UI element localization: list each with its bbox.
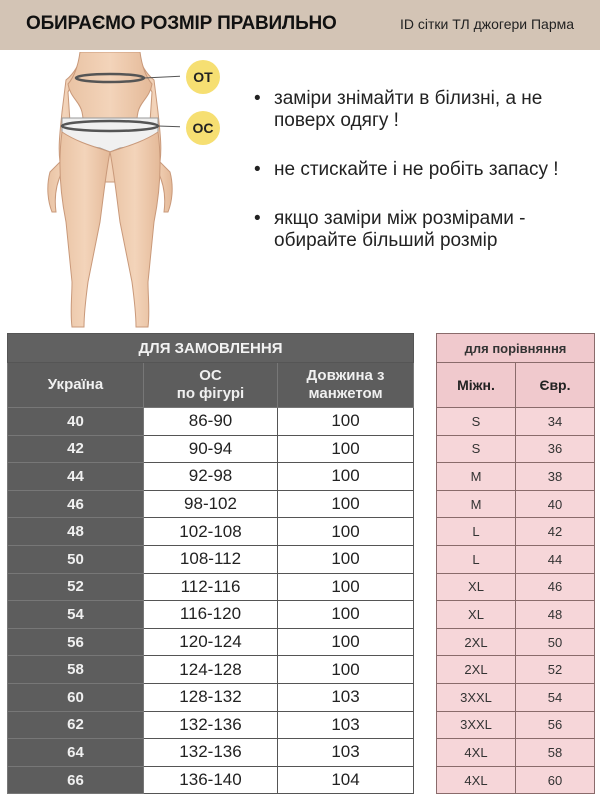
intl-size-cell: S xyxy=(437,408,516,436)
table-row xyxy=(8,435,414,463)
table-row xyxy=(437,683,595,711)
ukraine-size-cell: 50 xyxy=(8,545,144,573)
table-row xyxy=(8,656,414,684)
ukraine-size-cell: 52 xyxy=(8,573,144,601)
intl-size-cell: M xyxy=(437,490,516,518)
intl-size-cell: 3XXL xyxy=(437,683,516,711)
intl-size-cell: XL xyxy=(437,601,516,629)
ukraine-size-cell: 44 xyxy=(8,463,144,491)
intl-size-cell: 3XXL xyxy=(437,711,516,739)
intl-size-cell: L xyxy=(437,545,516,573)
length-cell: 100 xyxy=(278,601,414,629)
ukraine-size-cell: 60 xyxy=(8,683,144,711)
ukraine-size-cell: 58 xyxy=(8,656,144,684)
intl-size-cell: XL xyxy=(437,573,516,601)
table-row xyxy=(8,408,414,436)
tip-item: • заміри знімайти в білизні, а не поверх одягу ! xyxy=(254,88,574,132)
length-cell: 100 xyxy=(278,545,414,573)
intl-size-cell: 2XL xyxy=(437,628,516,656)
hips-badge: ОС xyxy=(186,111,220,145)
eu-size-cell: 54 xyxy=(516,683,595,711)
eu-size-cell: 58 xyxy=(516,739,595,767)
table-row xyxy=(8,766,414,794)
hips-cell: 120-124 xyxy=(144,628,278,656)
ukraine-size-cell: 54 xyxy=(8,601,144,629)
ukraine-size-cell: 66 xyxy=(8,766,144,794)
eu-size-cell: 36 xyxy=(516,435,595,463)
table-row xyxy=(437,711,595,739)
length-cell: 100 xyxy=(278,490,414,518)
hips-cell: 98-102 xyxy=(144,490,278,518)
hips-cell: 112-116 xyxy=(144,573,278,601)
waist-badge: ОТ xyxy=(186,60,220,94)
length-cell: 100 xyxy=(278,628,414,656)
table-row xyxy=(437,573,595,601)
intl-size-cell: 2XL xyxy=(437,656,516,684)
length-cell: 100 xyxy=(278,656,414,684)
hips-cell: 136-140 xyxy=(144,766,278,794)
page-title: ОБИРАЄМО РОЗМІР ПРАВИЛЬНО xyxy=(26,13,337,34)
order-header-ukraine: Україна xyxy=(8,363,144,408)
table-row xyxy=(437,545,595,573)
length-cell: 103 xyxy=(278,711,414,739)
eu-size-cell: 38 xyxy=(516,463,595,491)
table-row xyxy=(437,490,595,518)
ukraine-size-cell: 42 xyxy=(8,435,144,463)
table-row xyxy=(437,435,595,463)
order-header-length: Довжина з манжетом xyxy=(278,363,414,408)
length-cell: 103 xyxy=(278,683,414,711)
measurement-tips xyxy=(254,88,574,252)
eu-size-cell: 44 xyxy=(516,545,595,573)
intl-size-cell: 4XL xyxy=(437,739,516,767)
page-subtitle: ID сітки ТЛ джогери Парма xyxy=(400,16,575,32)
hips-cell: 92-98 xyxy=(144,463,278,491)
intl-size-cell: L xyxy=(437,518,516,546)
eu-size-cell: 52 xyxy=(516,656,595,684)
length-cell: 100 xyxy=(278,408,414,436)
ukraine-size-cell: 56 xyxy=(8,628,144,656)
tip-item: • якщо заміри між розмірами - обирайте більший розмір xyxy=(254,208,574,252)
intl-size-cell: M xyxy=(437,463,516,491)
length-cell: 100 xyxy=(278,463,414,491)
table-row xyxy=(8,628,414,656)
table-row xyxy=(8,601,414,629)
hips-cell: 124-128 xyxy=(144,656,278,684)
ukraine-size-cell: 46 xyxy=(8,490,144,518)
hips-cell: 90-94 xyxy=(144,435,278,463)
table-row xyxy=(437,739,595,767)
body-figure-illustration xyxy=(40,52,180,330)
eu-size-cell: 34 xyxy=(516,408,595,436)
table-row xyxy=(437,628,595,656)
order-header-hips: ОС по фігурі xyxy=(144,363,278,408)
table-row xyxy=(8,490,414,518)
table-row xyxy=(437,766,595,794)
page-header xyxy=(0,0,600,50)
eu-size-cell: 60 xyxy=(516,766,595,794)
length-cell: 100 xyxy=(278,573,414,601)
comparison-size-table xyxy=(436,333,595,794)
table-row xyxy=(8,739,414,767)
eu-size-cell: 40 xyxy=(516,490,595,518)
ukraine-size-cell: 64 xyxy=(8,739,144,767)
order-size-table xyxy=(7,333,414,794)
eu-size-cell: 56 xyxy=(516,711,595,739)
intl-size-cell: S xyxy=(437,435,516,463)
table-row xyxy=(437,463,595,491)
order-table-caption: ДЛЯ ЗАМОВЛЕННЯ xyxy=(8,334,414,363)
length-cell: 100 xyxy=(278,435,414,463)
table-row xyxy=(8,518,414,546)
length-cell: 100 xyxy=(278,518,414,546)
table-row xyxy=(8,545,414,573)
length-cell: 104 xyxy=(278,766,414,794)
table-row xyxy=(437,656,595,684)
hips-cell: 132-136 xyxy=(144,739,278,767)
intl-size-cell: 4XL xyxy=(437,766,516,794)
table-row xyxy=(8,683,414,711)
eu-size-cell: 48 xyxy=(516,601,595,629)
hips-cell: 86-90 xyxy=(144,408,278,436)
ukraine-size-cell: 48 xyxy=(8,518,144,546)
table-row xyxy=(437,408,595,436)
compare-header-intl: Міжн. xyxy=(437,363,516,408)
compare-table-caption: для порівняння xyxy=(437,334,595,363)
table-row xyxy=(8,463,414,491)
table-row xyxy=(8,573,414,601)
compare-header-eu: Євр. xyxy=(516,363,595,408)
hips-cell: 102-108 xyxy=(144,518,278,546)
table-row xyxy=(437,518,595,546)
table-row xyxy=(8,711,414,739)
hips-cell: 132-136 xyxy=(144,711,278,739)
eu-size-cell: 50 xyxy=(516,628,595,656)
eu-size-cell: 42 xyxy=(516,518,595,546)
table-row xyxy=(437,601,595,629)
ukraine-size-cell: 40 xyxy=(8,408,144,436)
hips-cell: 116-120 xyxy=(144,601,278,629)
eu-size-cell: 46 xyxy=(516,573,595,601)
tip-item: • не стискайте і не робіть запасу ! xyxy=(254,159,574,181)
length-cell: 103 xyxy=(278,739,414,767)
ukraine-size-cell: 62 xyxy=(8,711,144,739)
hips-cell: 108-112 xyxy=(144,545,278,573)
hips-cell: 128-132 xyxy=(144,683,278,711)
